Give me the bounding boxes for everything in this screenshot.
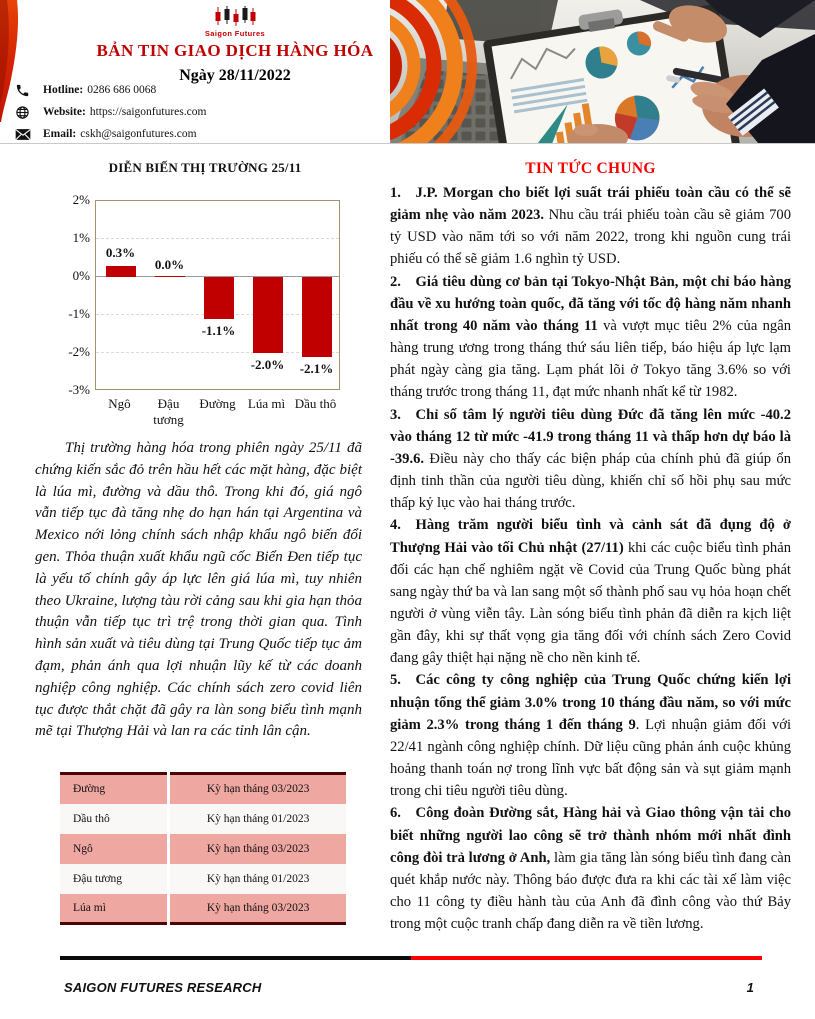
x-axis-tick: Đường: [199, 396, 236, 411]
contract-cell: Kỳ hạn tháng 03/2023: [169, 834, 346, 864]
issue-date: Ngày 28/11/2022: [179, 67, 291, 84]
y-axis-tick: 2%: [72, 192, 90, 207]
logo-text: Saigon Futures: [204, 29, 266, 38]
bar-value-label: 0.0%: [154, 257, 185, 272]
commodity-cell: Đậu tương: [60, 864, 169, 894]
footer-divider: [60, 956, 762, 960]
news-item-lead: 1. J.P. Morgan cho biết lợi suất trái phiếu toàn cầu có thể sẽ giảm nhẹ vào năm 2023.: [390, 185, 791, 224]
header: [85, 6, 385, 85]
x-axis-tick: Lúa mì: [247, 396, 286, 411]
news-item-body: Điều này cho thấy các biện pháp của chính phủ đã giúp ổn định tinh thần của người tiêu dùng, khiến chỉ số hồi phụ sau mức thấp kỷ lục vào hai tháng trước.: [390, 450, 791, 512]
header-photo: [390, 0, 815, 143]
news-item-body: Nhu cầu trái phiếu toàn cầu sẽ giảm 700 tỷ USD vào năm tới so với năm 2022, trong khi nguồn cung trái phiếu có thể sẽ giảm 1.6 nghìn tỷ USD.: [390, 207, 792, 268]
y-axis-tick: 1%: [72, 230, 90, 245]
phone-icon: [14, 83, 31, 98]
newsletter-title: BẢN TIN GIAO DỊCH HÀNG HÓA: [96, 41, 374, 60]
contract-cell: Kỳ hạn tháng 01/2023: [169, 864, 346, 894]
footer: [64, 980, 754, 995]
footer-divider-black: [60, 956, 411, 960]
contact-value: https://saigonfutures.com: [89, 106, 207, 118]
market-commentary: Thị trường hàng hóa trong phiên ngày 25/11 đã chứng kiến sắc đỏ trên hầu hết các mặt hàng, đặc biệt là lúa mì, đường và dầu thô. Trong khi đó, giá ngô vẫn tiếp tục đà tăng nhẹ do hạn hán tại Argentina và Mexico nới lỏng chính sách nhập khẩu ngô biến đổi gen. Thỏa thuận xuất khẩu ngũ cốc Biển Đen tiếp tục là yếu tố chính gây áp lực lên giá lúa mì, tuy nhiên theo Ukraine, lượng tàu rời cảng sau khi gia hạn thỏa thuận vẫn tiếp tục trì trệ trong thời gian qua. Tình hình sản xuất và tiêu dùng tại Trung Quốc tiếp tục ảm đạm, phản ánh qua lợi nhuận lũy kế từ các doanh nghiệp công nghiệp. Các chính sách zero covid liên tục được thắt chặt đã gây ra làn song biểu tình mạnh mẽ tại Thượng Hải và lan ra các tỉnh lân cận.: [35, 440, 362, 740]
x-axis-tick: Dầu thô: [294, 396, 337, 411]
news-list: [390, 182, 791, 935]
contract-cell: Kỳ hạn tháng 01/2023: [169, 804, 346, 834]
news-item-body: và vượt mục tiêu 2% của ngân hàng trung ương trong tháng thứ sáu liên tiếp, báo hiệu áp lực lạm phát ngày càng gia tăng. Lạm phát lõi ở Tokyo tăng 3.6% so với tháng trước trong tháng 11, đạt mức nhanh nhất kể từ 1982.: [390, 317, 792, 401]
contact-row: [14, 124, 206, 144]
table-row: [60, 894, 346, 924]
y-axis-tick: -1%: [68, 306, 90, 321]
logo-candlestick-icon: [212, 6, 258, 26]
news-item-body: khi các cuộc biểu tình phản đối các hạn chế nghiêm ngặt về Covid của Trung Quốc bùng phát sang ngày thứ ba và lan sang một số thành phố sau vụ hỏa hoạn chết người ở vùng viễn tây. Làn sóng biểu tình phản đã diễn ra kịch liệt gần đây, khi sự thất vọng gia tăng đối với chính sách Zero Covid đang gây thiệt hại nặng nề cho nền kinh tế.: [390, 539, 791, 667]
chart-plot-area: [95, 200, 340, 390]
bar-3: [253, 277, 283, 353]
news-item: [390, 182, 791, 271]
y-axis-tick: -3%: [68, 382, 90, 397]
contact-row: [14, 102, 206, 122]
news-item-lead: 6. Công đoàn Đường sắt, Hàng hải và Giao thông vận tải cho biết những người lao công sẽ trở thành nhóm mới nhất đình công đòi trả lương ở Anh,: [390, 805, 791, 866]
bar-4: [302, 277, 332, 357]
footer-divider-red: [411, 956, 762, 960]
news-item-lead: 2. Giá tiêu dùng cơ bản tại Tokyo-Nhật Bản, một chỉ báo hàng đầu về xu hướng toàn quốc, đã tăng với tốc độ hàng năm nhanh nhất trong 40 năm vào tháng 11: [390, 273, 791, 334]
news-heading: TIN TỨC CHUNG: [525, 160, 656, 177]
commodity-cell: Ngô: [60, 834, 169, 864]
gridline: [96, 238, 339, 239]
y-axis-tick: -2%: [68, 344, 90, 359]
commodity-cell: Đường: [60, 774, 169, 804]
contact-info: [14, 80, 206, 146]
news-item-lead: 5. Các công ty công nghiệp của Trung Quốc chứng kiến lợi nhuận tổng thể giảm 3.0% trong 10 tháng đầu năm, so với mức giảm 2.3% trong tháng 1 đến tháng 9: [390, 672, 791, 733]
bar-2: [204, 277, 234, 319]
contract-cell: Kỳ hạn tháng 03/2023: [169, 774, 346, 804]
envelope-icon: [14, 127, 31, 142]
bar-1: [155, 276, 185, 278]
contact-label: Hotline:: [43, 84, 84, 96]
commodity-cell: Dầu thô: [60, 804, 169, 834]
news-item: [390, 802, 791, 935]
contract-cell: Kỳ hạn tháng 03/2023: [169, 894, 346, 924]
x-axis-tick: Đậu tương: [153, 396, 184, 427]
chart-title: DIỄN BIẾN THỊ TRƯỜNG 25/11: [108, 160, 302, 175]
table-row: [60, 864, 346, 894]
table-row: [60, 804, 346, 834]
commodity-cell: Lúa mì: [60, 894, 169, 924]
header-divider: [0, 143, 815, 144]
news-item: [390, 271, 791, 404]
table-row: [60, 834, 346, 864]
contact-row: [14, 80, 206, 100]
news-item-lead: 4. Hàng trăm người biểu tình và cảnh sát đã đụng độ ở Thượng Hải vào tối Chủ nhật (27/11): [390, 517, 791, 556]
saigon-futures-logo: [85, 6, 385, 38]
contact-label: Website:: [43, 106, 86, 118]
news-item: [390, 514, 791, 669]
bar-value-label: 0.3%: [105, 244, 136, 260]
bar-0: [106, 266, 136, 277]
y-axis-tick: 0%: [72, 268, 90, 283]
footer-brand: SAIGON FUTURES RESEARCH: [64, 980, 262, 995]
contact-label: Email:: [43, 128, 77, 140]
market-bar-chart: [60, 190, 360, 435]
news-item-body: làm gia tăng làn sóng biểu tình đang càn quét khắp nước này. Thông báo được đưa ra khi các tài xế làm việc cho 11 công ty điều hành tàu của Anh đã đình công vào thứ Bảy trong một cuộc tranh chấp đang diễn ra về tiền lương.: [390, 849, 791, 933]
news-item: [390, 669, 791, 802]
contact-value: cskh@saigonfutures.com: [80, 128, 197, 140]
news-item: [390, 404, 791, 515]
news-item-lead: 3. Chỉ số tâm lý người tiêu dùng Đức đã tăng lên mức -40.2 vào tháng 12 từ mức -41.9 trong tháng 11 và thấp hơn dự báo là -39.6.: [390, 406, 791, 467]
page-number: 1: [746, 980, 754, 995]
x-axis-tick: Ngô: [108, 396, 131, 411]
news-item-body: . Lợi nhuận giảm đối với 22/41 ngành công nghiệp chính. Dữ liệu cũng phản ánh cuộc khủng hoảng thanh toán nợ trong lĩnh vực bất động sản và sụt giảm mạnh trong chi tiêu người tiêu dùng.: [390, 716, 792, 800]
bar-value-label: -2.1%: [299, 360, 334, 376]
contracts-table: [60, 772, 346, 925]
contact-value: 0286 686 0068: [87, 84, 157, 96]
bar-value-label: -2.0%: [250, 357, 285, 372]
table-row: [60, 774, 346, 804]
globe-icon: [14, 105, 31, 120]
bar-value-label: -1.1%: [201, 322, 236, 338]
